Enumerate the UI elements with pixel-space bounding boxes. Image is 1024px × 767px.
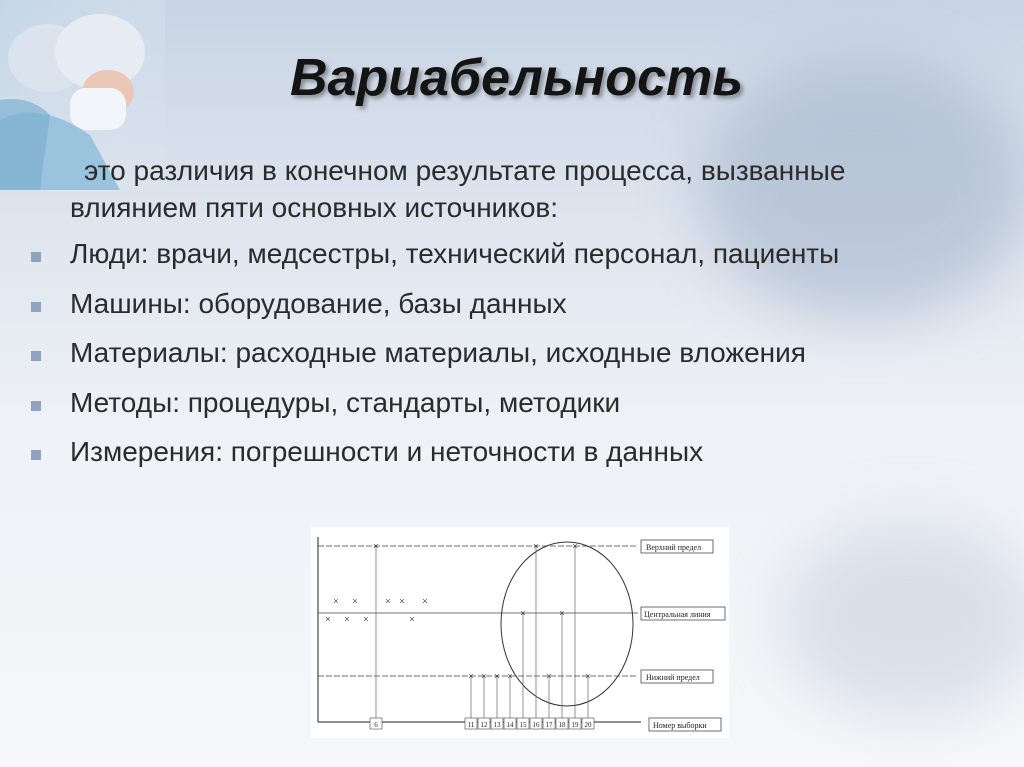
x-tick-label: 11 — [467, 721, 475, 729]
data-point: × — [352, 596, 358, 608]
sources-list — [28, 238, 839, 486]
x-tick-label: 14 — [506, 721, 514, 729]
intro-line-1: это различия в конечном результате процесса, вызванные — [84, 155, 846, 186]
x-tick-label: 13 — [493, 721, 501, 729]
data-point: × — [399, 596, 405, 608]
data-point: × — [373, 541, 379, 553]
list-item — [28, 288, 839, 338]
data-point: × — [468, 671, 474, 683]
data-point: × — [363, 614, 369, 626]
data-point: × — [333, 596, 339, 608]
x-tick-label: 18 — [558, 721, 566, 729]
data-point: × — [409, 614, 415, 626]
list-item — [28, 238, 839, 288]
bullet-square-icon — [31, 450, 41, 460]
list-item — [28, 387, 839, 437]
x-tick-label: 16 — [532, 721, 540, 729]
list-item-text: Материалы: расходные материалы, исходные вложения — [70, 337, 806, 368]
background-blur — [780, 520, 1024, 720]
x-axis-label: Номер выборки — [653, 721, 707, 730]
center-line-label: Центральная линия — [644, 610, 711, 619]
slide-title: Вариабельность — [290, 49, 744, 107]
x-tick-label: 12 — [480, 721, 488, 729]
intro-text — [70, 152, 1015, 226]
data-point: × — [325, 614, 331, 626]
highlight-ellipse — [501, 542, 633, 706]
data-point: × — [494, 671, 500, 683]
bullet-square-icon — [31, 252, 41, 262]
x-tick-label: 17 — [545, 721, 553, 729]
x-tick-label: 15 — [519, 721, 527, 729]
upper-limit-label: Верхний предел — [646, 543, 702, 552]
list-item — [28, 337, 839, 387]
control-chart — [311, 527, 729, 738]
x-tick-label: 19 — [571, 721, 579, 729]
data-point: × — [546, 671, 552, 683]
data-point: × — [585, 671, 591, 683]
bullet-square-icon — [31, 351, 41, 361]
bullet-square-icon — [31, 302, 41, 312]
intro-line-2: влиянием пяти основных источников: — [70, 192, 559, 223]
list-item-text: Люди: врачи, медсестры, технический персонал, пациенты — [70, 238, 840, 269]
data-point: × — [507, 671, 513, 683]
list-item-text: Машины: оборудование, базы данных — [70, 287, 567, 319]
x-tick-label: 6 — [374, 721, 378, 729]
data-point: × — [344, 614, 350, 626]
list-item-text: Измерения: погрешности и неточности в данных — [70, 436, 704, 467]
lower-limit-label: Нижний предел — [646, 673, 700, 682]
data-point: × — [533, 541, 539, 553]
data-point: × — [385, 596, 391, 608]
data-point: × — [520, 608, 526, 620]
x-tick-label: 20 — [584, 721, 592, 729]
list-item — [28, 436, 839, 486]
data-point: × — [422, 596, 428, 608]
data-point: × — [572, 541, 578, 553]
bullet-square-icon — [31, 401, 41, 411]
data-point: × — [481, 671, 487, 683]
list-item-text: Методы: процедуры, стандарты, методики — [70, 386, 621, 418]
data-point: × — [559, 608, 565, 620]
